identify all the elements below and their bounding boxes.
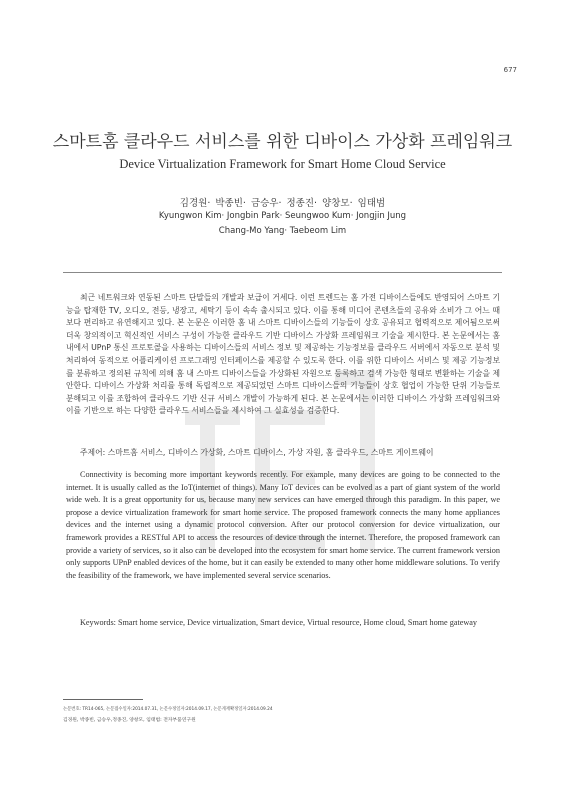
- authors-english-line1: Kyungwon Kim· Jongbin Park· Seungwoo Kum· Jongjin Jung: [158, 211, 407, 221]
- paper-title-korean: 스마트홈 클라우드 서비스를 위한 디바이스 가상화 프레임워크: [52, 132, 513, 152]
- abstract-english: Connectivity is becoming more important keywords recently. For example, many devices are going to be connected to the internet. It is usually called as the IoT(internet of things). Many IoT devices can be evolved as a part of giant system of the world wide web. It is a great opportunity for us, because many new services can have emerged through this paradigm. In this paper, we propose a device virtualization framework for smart home service. The proposed framework connects the many home appliances devices and the internet using a dynamic protocol conversion. After our protocol conversion for device virtualization, our framework provides a RESTful API to access the resources of device through the internet. Therefore, the proposed framework can provide a variety of services, so it also can be developed into the ecosystem for smart home service. The current framework version only supports UPnP enabled devices of the home, but it can easily be extended to many other home middleware solutions. To verify the feasibility of the framework, we have implemented several service scenarios.: [66, 470, 500, 580]
- authors-korean: 김경원· 박종빈· 금승우· 정종진· 양창모· 임태범: [179, 198, 386, 209]
- page-number: 677: [503, 66, 517, 74]
- top-divider: [63, 272, 502, 273]
- keywords-english: Keywords: Smart home service, Device virtualization, Smart device, Virtual resource, Home cloud, Smart home gateway: [80, 618, 478, 627]
- abstract-korean: 최근 네트워크와 연동된 스마트 단말들의 개발과 보급이 거세다. 이런 트렌드는 홈 가전 디바이스들에도 반영되어 스마트 기능을 탑재한 TV, 오디오, 전등, 냉장고, 세탁기 등이 속속 출시되고 있다. 이를 통해 미디어 콘텐츠들의 공유와 소비가 그 어느 때보다 편리하고 유연해지고 있다. 본 논문은 이러한 홈 내 스마트 디바이스들의 기능들이 상호 공유되고 협력적으로 제어됨으로써 더욱 창의적이고 혁신적인 서비스 구성이 가능한 클라우드 기반 디바이스 가상화 프레임워크 기술을 제시한다. 본 논문에서는 홈 내에서 UPnP 통신 프로토콜을 사용하는 디바이스들의 서비스 정보 및 제공하는 기능정보를 클라우드 서버에서 자동으로 분석 및 처리하여 동적으로 어플리케이션 프로그래밍 인터페이스를 제공할 수 있도록 한다. 이를 위한 디바이스 서비스 및 제공 기능정보를 분류하고 정의된 규칙에 의해 홈 내 스마트 디바이스들을 가상화된 자원으로 등록하고 검색 가능한 형태로 변환하는 기술을 제안한다. 디바이스 가상화 처리를 통해 독립적으로 제공되었던 스마트 디바이스들의 기능들이 상호 협업이 가능한 단위 기능들로 분해되고 이를 조합하여 클라우드 기반 신규 서비스 개발이 가능하게 된다. 본 논문에서는 이러한 디바이스 가상화 프레임워크와 이를 기반으로 하는 다양한 클라우드 서비스들을 제시하여 그 실효성을 검증한다.: [66, 293, 500, 416]
- authors-english-line2: Chang-Mo Yang· Taebeom Lim: [218, 226, 347, 236]
- keywords-korean: 주제어: 스마트홈 서비스, 디바이스 가상화, 스마트 디바이스, 가상 자원, 홈 클라우드, 스마트 게이트웨이: [80, 448, 434, 457]
- footnote-submission-info: 논문번호: TR14-065, 논문접수일자:2014.07.31, 논문수정일자:2014.09.17, 논문게재확정일자:2014.09.24: [63, 707, 273, 712]
- paper-title-english: Device Virtualization Framework for Smart Home Cloud Service: [119, 157, 446, 171]
- footnote-divider: [63, 699, 143, 700]
- footnote-affiliation: 김경원, 박종빈, 금승우,정종진, 양창모, 임태범: 전자부품연구원: [63, 718, 196, 723]
